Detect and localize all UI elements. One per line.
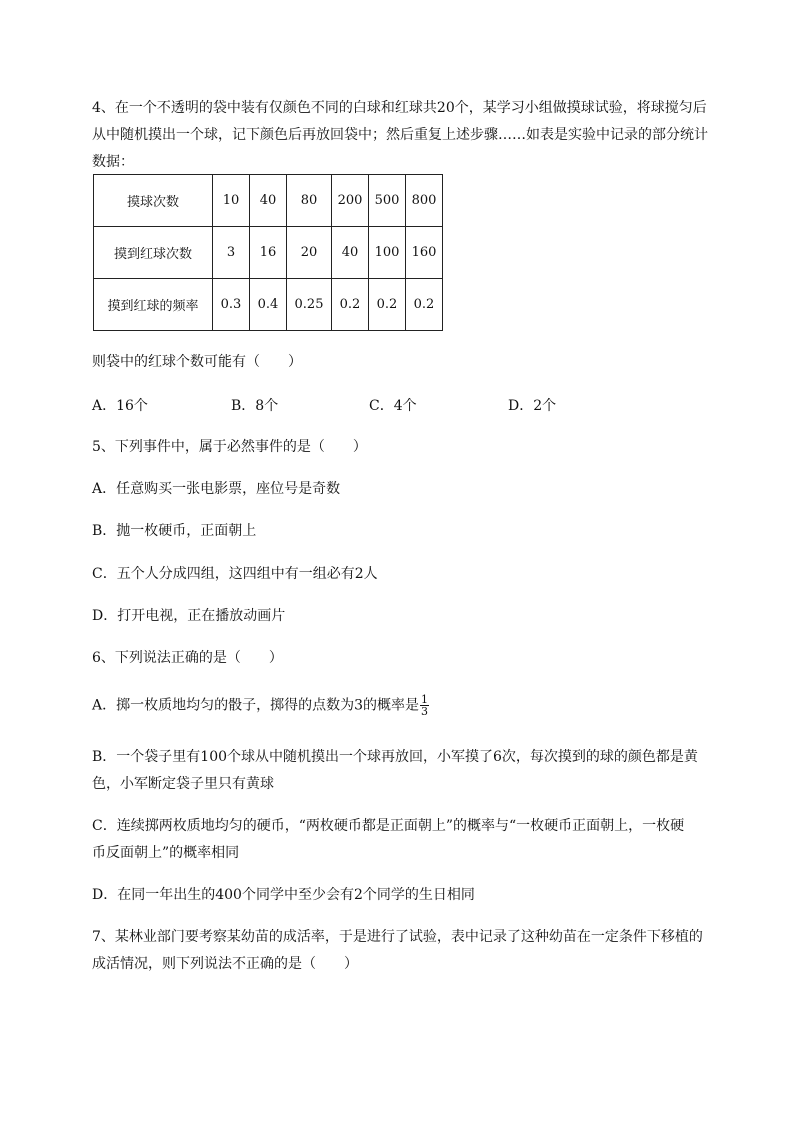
q6-option-a-text: A．掷一枚质地均匀的骰子，掷得的点数为3的概率是 [92, 697, 420, 714]
q4-stats-table [93, 174, 443, 331]
table-cell: 500 [369, 175, 406, 227]
q5-option-b: B．抛一枚硬币，正面朝上 [92, 523, 257, 539]
q4-stem-line-2: 从中随机摸出一个球，记下颜色后再放回袋中；然后重复上述步骤……如表是实验中记录的部分统计 [92, 127, 708, 143]
fraction-numerator: 1 [421, 693, 429, 706]
row-label: 摸球次数 [94, 175, 213, 227]
fraction [420, 694, 429, 717]
table-cell: 80 [287, 175, 332, 227]
q6-option-b-line-1: B．一个袋子里有100个球从中随机摸出一个球再放回，小军摸了6次，每次摸到的球的颜色都是黄 [92, 749, 698, 765]
row-label: 摸到红球的频率 [94, 279, 213, 331]
table-row [94, 227, 443, 279]
q7-stem-line-1: 7、某林业部门要考察某幼苗的成活率，于是进行了试验，表中记录了这种幼苗在一定条件下移植的 [92, 929, 703, 945]
table-cell: 10 [213, 175, 250, 227]
q4-options [92, 396, 692, 416]
table-cell: 0.3 [213, 279, 250, 331]
table-cell: 200 [332, 175, 369, 227]
table-cell: 0.2 [332, 279, 369, 331]
q6-stem: 6、下列说法正确的是（ ） [92, 650, 283, 666]
fraction-denominator: 3 [421, 705, 429, 718]
option-b: B．8个 [231, 398, 279, 414]
q5-stem: 5、下列事件中，属于必然事件的是（ ） [92, 439, 367, 455]
table-cell: 40 [332, 227, 369, 279]
option-d: D．2个 [508, 398, 557, 414]
table-cell: 0.25 [287, 279, 332, 331]
q6-option-a [92, 694, 429, 717]
table-cell: 100 [369, 227, 406, 279]
option-a: A．16个 [92, 398, 148, 414]
table-row [94, 279, 443, 331]
q6-option-c-line-1: C．连续掷两枚质地均匀的硬币，“两枚硬币都是正面朝上”的概率与“一枚硬币正面朝上，一枚硬 [92, 818, 685, 834]
table-cell: 800 [406, 175, 443, 227]
q6-option-c-line-2: 币反面朝上”的概率相同 [92, 845, 240, 861]
option-c: C．4个 [369, 398, 417, 414]
q6-option-b-line-2: 色，小军断定袋子里只有黄球 [92, 776, 274, 792]
table-cell: 160 [406, 227, 443, 279]
table-cell: 0.4 [250, 279, 287, 331]
q4-question: 则袋中的红球个数可能有（ ） [92, 354, 302, 370]
table-cell: 0.2 [369, 279, 406, 331]
table-cell: 16 [250, 227, 287, 279]
table-cell: 0.2 [406, 279, 443, 331]
q5-option-a: A．任意购买一张电影票，座位号是奇数 [92, 481, 341, 497]
q4-stem-line-1: 4、在一个不透明的袋中装有仅颜色不同的白球和红球共20个，某学习小组做摸球试验，将球搅匀后 [92, 100, 707, 116]
q5-option-d: D．打开电视，正在播放动画片 [92, 608, 286, 624]
table-cell: 3 [213, 227, 250, 279]
row-label: 摸到红球次数 [94, 227, 213, 279]
q7-stem-line-2: 成活情况，则下列说法不正确的是（ ） [92, 956, 358, 972]
table-cell: 20 [287, 227, 332, 279]
q4-stem-line-3: 数据： [92, 154, 134, 170]
table-cell: 40 [250, 175, 287, 227]
q5-option-c: C．五个人分成四组，这四组中有一组必有2人 [92, 566, 378, 582]
q6-option-d: D．在同一年出生的400个同学中至少会有2个同学的生日相同 [92, 887, 475, 903]
table-row [94, 175, 443, 227]
